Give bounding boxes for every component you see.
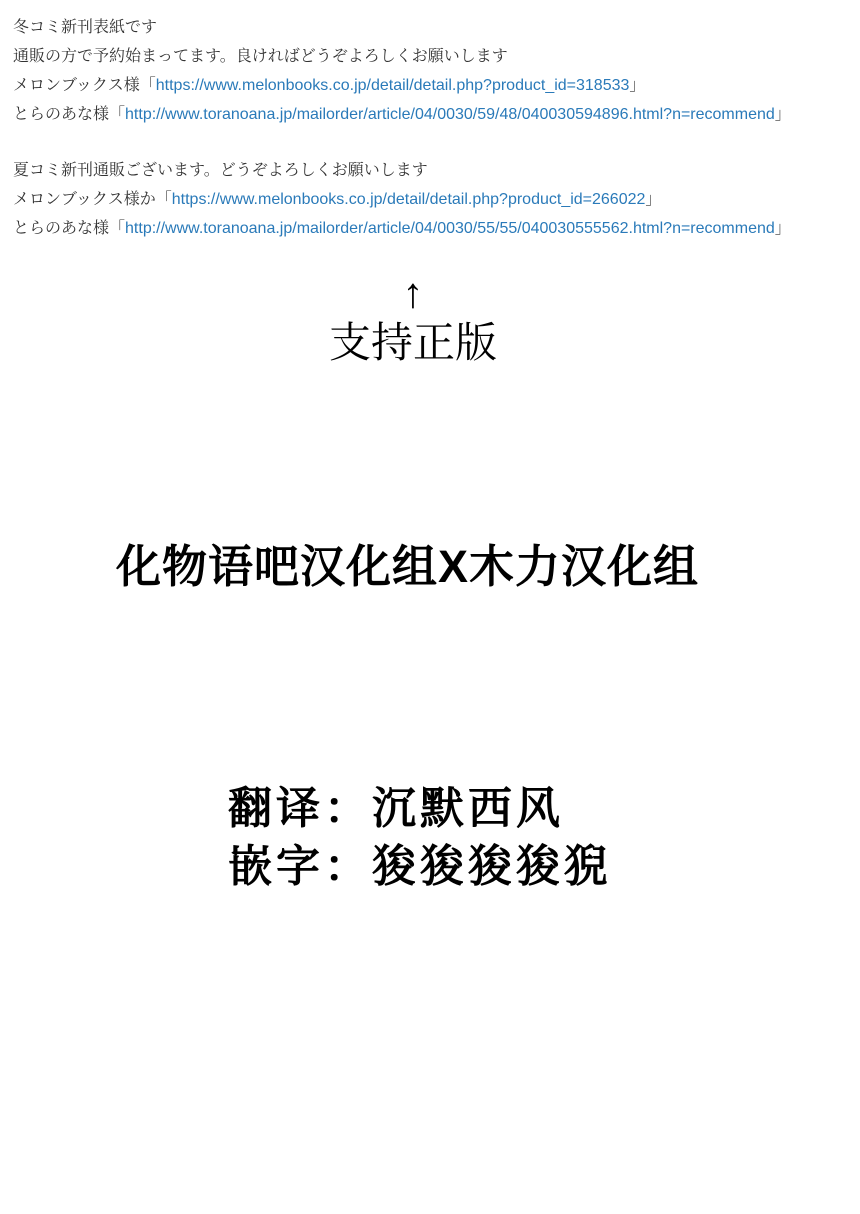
bracket-close: 」 bbox=[645, 191, 662, 208]
bracket-open: 「 bbox=[139, 77, 156, 94]
melonbooks-summer-label: メロンブックス様か bbox=[13, 191, 156, 208]
bracket-close: 」 bbox=[774, 106, 791, 123]
summer-title: 夏コミ新刊通販ございます。どうぞよろしくお願いします bbox=[13, 162, 428, 179]
winter-subtitle: 通販の方で予約始まってます。良ければどうぞよろしくお願いします bbox=[13, 48, 508, 65]
toranoana-winter-label: とらのあな様 bbox=[13, 106, 110, 123]
summer-melonbooks-line bbox=[13, 185, 791, 214]
support-official-block bbox=[0, 269, 826, 366]
winter-melonbooks-line bbox=[13, 71, 791, 100]
summer-release-section bbox=[13, 156, 791, 243]
bracket-open: 「 bbox=[109, 106, 126, 123]
toranoana-winter-link[interactable]: http://www.toranoana.jp/mailorder/article/04/0030/59/48/040030594896.html?n=recommend bbox=[125, 106, 775, 123]
winter-toranoana-line bbox=[13, 100, 791, 129]
scanlation-groups-line: 化物语吧汉化组X木力汉化组 bbox=[115, 541, 699, 592]
support-official-text: 支持正版 bbox=[328, 319, 497, 366]
up-arrow-icon: ↑ bbox=[402, 269, 424, 316]
melonbooks-summer-link[interactable]: https://www.melonbooks.co.jp/detail/detail.php?product_id=266022 bbox=[171, 191, 646, 208]
melonbooks-winter-label: メロンブックス様 bbox=[13, 77, 140, 94]
winter-release-section bbox=[13, 13, 791, 129]
melonbooks-winter-link[interactable]: https://www.melonbooks.co.jp/detail/detail.php?product_id=318533 bbox=[155, 77, 630, 94]
bracket-open: 「 bbox=[155, 191, 172, 208]
winter-title: 冬コミ新刊表紙です bbox=[13, 19, 158, 36]
typesetter-credit: 嵌字：狻狻狻狻猊 bbox=[228, 842, 612, 891]
translator-credit: 翻译：沉默西风 bbox=[228, 784, 564, 833]
toranoana-summer-label: とらのあな様 bbox=[13, 220, 110, 237]
bracket-open: 「 bbox=[109, 220, 126, 237]
bracket-close: 」 bbox=[629, 77, 646, 94]
summer-toranoana-line bbox=[13, 214, 791, 243]
staff-credits-block bbox=[228, 780, 612, 896]
toranoana-summer-link[interactable]: http://www.toranoana.jp/mailorder/article/04/0030/55/55/040030555562.html?n=recommend bbox=[125, 220, 775, 237]
bracket-close: 」 bbox=[774, 220, 791, 237]
